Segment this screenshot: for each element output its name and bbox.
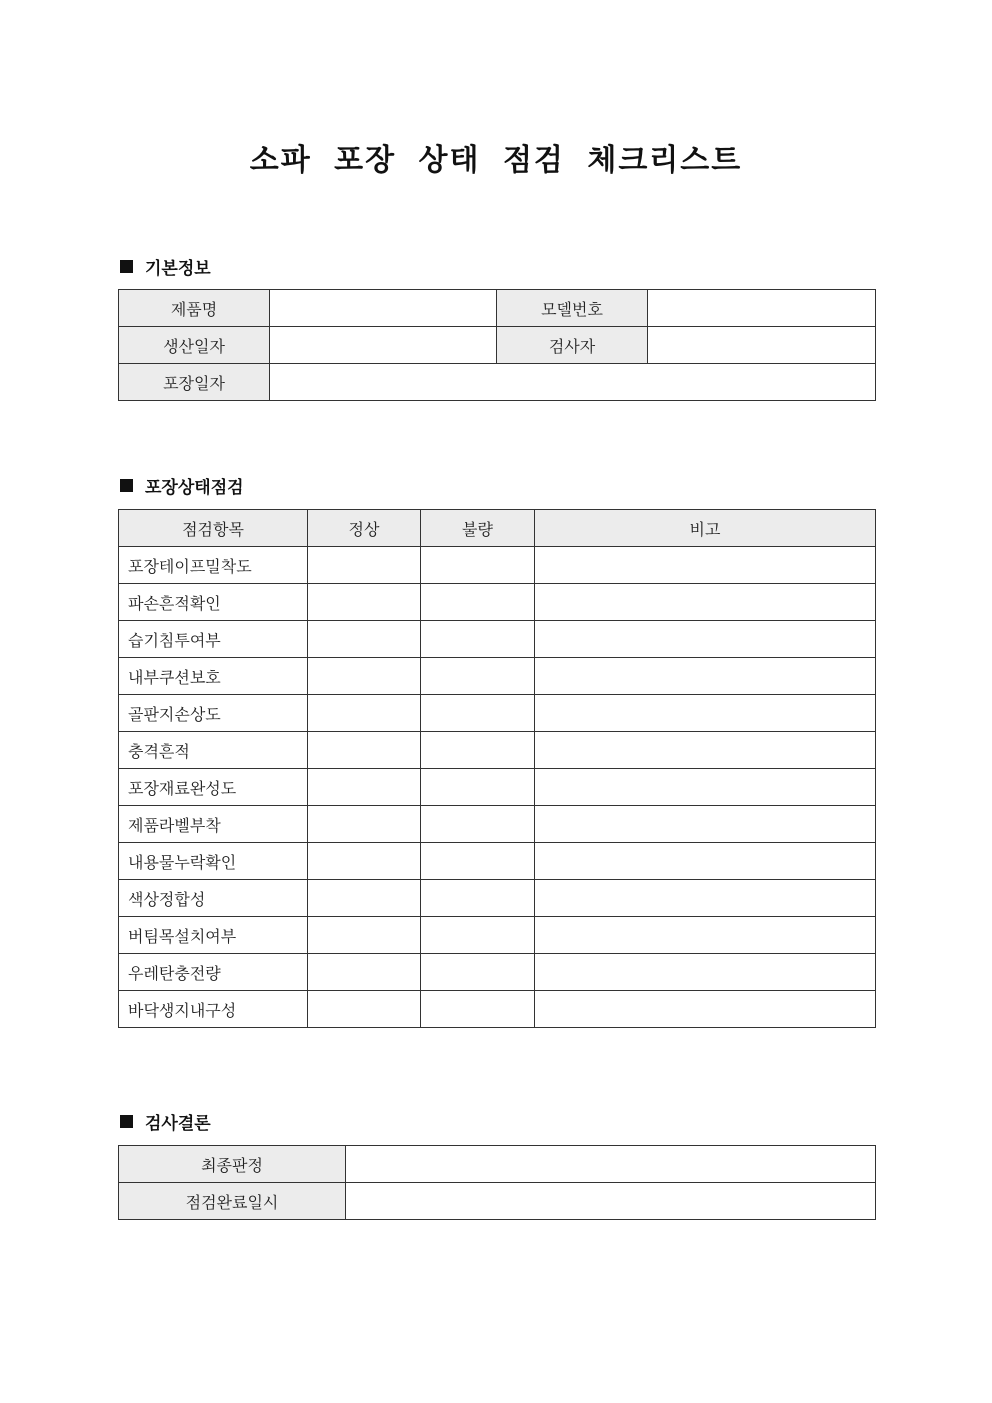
defect-cell[interactable] xyxy=(421,843,535,880)
table-row xyxy=(119,1183,876,1220)
check-item-label: 바닥생지내구성 xyxy=(119,991,308,1028)
defect-cell[interactable] xyxy=(421,954,535,991)
inspector-label: 검사자 xyxy=(497,327,648,364)
check-rows xyxy=(119,547,876,1028)
normal-cell[interactable] xyxy=(308,880,421,917)
normal-cell[interactable] xyxy=(308,658,421,695)
normal-cell[interactable] xyxy=(308,732,421,769)
defect-cell[interactable] xyxy=(421,917,535,954)
normal-cell[interactable] xyxy=(308,954,421,991)
page-title: 소파 포장 상태 점검 체크리스트 xyxy=(249,143,743,178)
check-item-label: 우레탄충전량 xyxy=(119,954,308,991)
final-judgment-field[interactable] xyxy=(346,1146,876,1183)
normal-cell[interactable] xyxy=(308,917,421,954)
basic-info-heading-text: 기본정보 xyxy=(145,259,211,279)
table-row xyxy=(119,621,876,658)
defect-cell[interactable] xyxy=(421,547,535,584)
defect-cell[interactable] xyxy=(421,732,535,769)
table-row xyxy=(119,1146,876,1183)
table-row xyxy=(119,364,876,401)
table-row xyxy=(119,327,876,364)
square-bullet-icon xyxy=(120,479,133,492)
table-row xyxy=(119,584,876,621)
basic-info-heading xyxy=(120,254,211,279)
defect-cell[interactable] xyxy=(421,880,535,917)
remarks-cell[interactable] xyxy=(535,584,876,621)
square-bullet-icon xyxy=(120,1115,133,1128)
normal-cell[interactable] xyxy=(308,584,421,621)
production-date-field[interactable] xyxy=(270,327,497,364)
defect-cell[interactable] xyxy=(421,806,535,843)
product-name-label: 제품명 xyxy=(119,290,270,327)
check-item-label: 충격흔적 xyxy=(119,732,308,769)
remarks-cell[interactable] xyxy=(535,843,876,880)
remarks-cell[interactable] xyxy=(535,732,876,769)
production-date-label: 생산일자 xyxy=(119,327,270,364)
packing-check-heading-text: 포장상태점검 xyxy=(145,478,244,498)
check-item-label: 파손흔적확인 xyxy=(119,584,308,621)
packing-date-field[interactable] xyxy=(270,364,876,401)
defect-cell[interactable] xyxy=(421,621,535,658)
completion-datetime-field[interactable] xyxy=(346,1183,876,1220)
table-row xyxy=(119,806,876,843)
remarks-cell[interactable] xyxy=(535,621,876,658)
packing-check-heading xyxy=(120,473,244,498)
conclusion-heading-text: 검사결론 xyxy=(145,1114,211,1134)
conclusion-heading xyxy=(120,1109,211,1134)
table-row xyxy=(119,954,876,991)
check-item-label: 습기침투여부 xyxy=(119,621,308,658)
normal-cell[interactable] xyxy=(308,695,421,732)
remarks-cell[interactable] xyxy=(535,917,876,954)
table-row xyxy=(119,843,876,880)
column-header-remarks: 비고 xyxy=(535,510,876,547)
completion-datetime-label: 점검완료일시 xyxy=(119,1183,346,1220)
table-row xyxy=(119,991,876,1028)
normal-cell[interactable] xyxy=(308,621,421,658)
basic-info-table xyxy=(118,289,876,401)
normal-cell[interactable] xyxy=(308,843,421,880)
defect-cell[interactable] xyxy=(421,769,535,806)
remarks-cell[interactable] xyxy=(535,769,876,806)
check-item-label: 골판지손상도 xyxy=(119,695,308,732)
check-item-label: 포장테이프밀착도 xyxy=(119,547,308,584)
check-item-label: 색상정합성 xyxy=(119,880,308,917)
packing-date-label: 포장일자 xyxy=(119,364,270,401)
table-header-row xyxy=(119,510,876,547)
model-number-field[interactable] xyxy=(648,290,876,327)
table-row xyxy=(119,695,876,732)
remarks-cell[interactable] xyxy=(535,991,876,1028)
remarks-cell[interactable] xyxy=(535,547,876,584)
table-row xyxy=(119,917,876,954)
normal-cell[interactable] xyxy=(308,547,421,584)
column-header-normal: 정상 xyxy=(308,510,421,547)
column-header-defect: 불량 xyxy=(421,510,535,547)
remarks-cell[interactable] xyxy=(535,806,876,843)
normal-cell[interactable] xyxy=(308,806,421,843)
check-item-label: 내부쿠션보호 xyxy=(119,658,308,695)
remarks-cell[interactable] xyxy=(535,880,876,917)
product-name-field[interactable] xyxy=(270,290,497,327)
square-bullet-icon xyxy=(120,260,133,273)
table-row xyxy=(119,769,876,806)
check-item-label: 제품라벨부착 xyxy=(119,806,308,843)
packing-check-table xyxy=(118,509,876,1028)
remarks-cell[interactable] xyxy=(535,658,876,695)
defect-cell[interactable] xyxy=(421,584,535,621)
conclusion-table xyxy=(118,1145,876,1220)
check-item-label: 버팀목설치여부 xyxy=(119,917,308,954)
final-judgment-label: 최종판정 xyxy=(119,1146,346,1183)
inspector-field[interactable] xyxy=(648,327,876,364)
check-item-label: 내용물누락확인 xyxy=(119,843,308,880)
remarks-cell[interactable] xyxy=(535,695,876,732)
table-row xyxy=(119,658,876,695)
table-row xyxy=(119,547,876,584)
normal-cell[interactable] xyxy=(308,769,421,806)
remarks-cell[interactable] xyxy=(535,954,876,991)
defect-cell[interactable] xyxy=(421,991,535,1028)
model-number-label: 모델번호 xyxy=(497,290,648,327)
defect-cell[interactable] xyxy=(421,658,535,695)
column-header-item: 점검항목 xyxy=(119,510,308,547)
table-row xyxy=(119,880,876,917)
table-row xyxy=(119,732,876,769)
check-item-label: 포장재료완성도 xyxy=(119,769,308,806)
defect-cell[interactable] xyxy=(421,695,535,732)
table-row xyxy=(119,290,876,327)
normal-cell[interactable] xyxy=(308,991,421,1028)
